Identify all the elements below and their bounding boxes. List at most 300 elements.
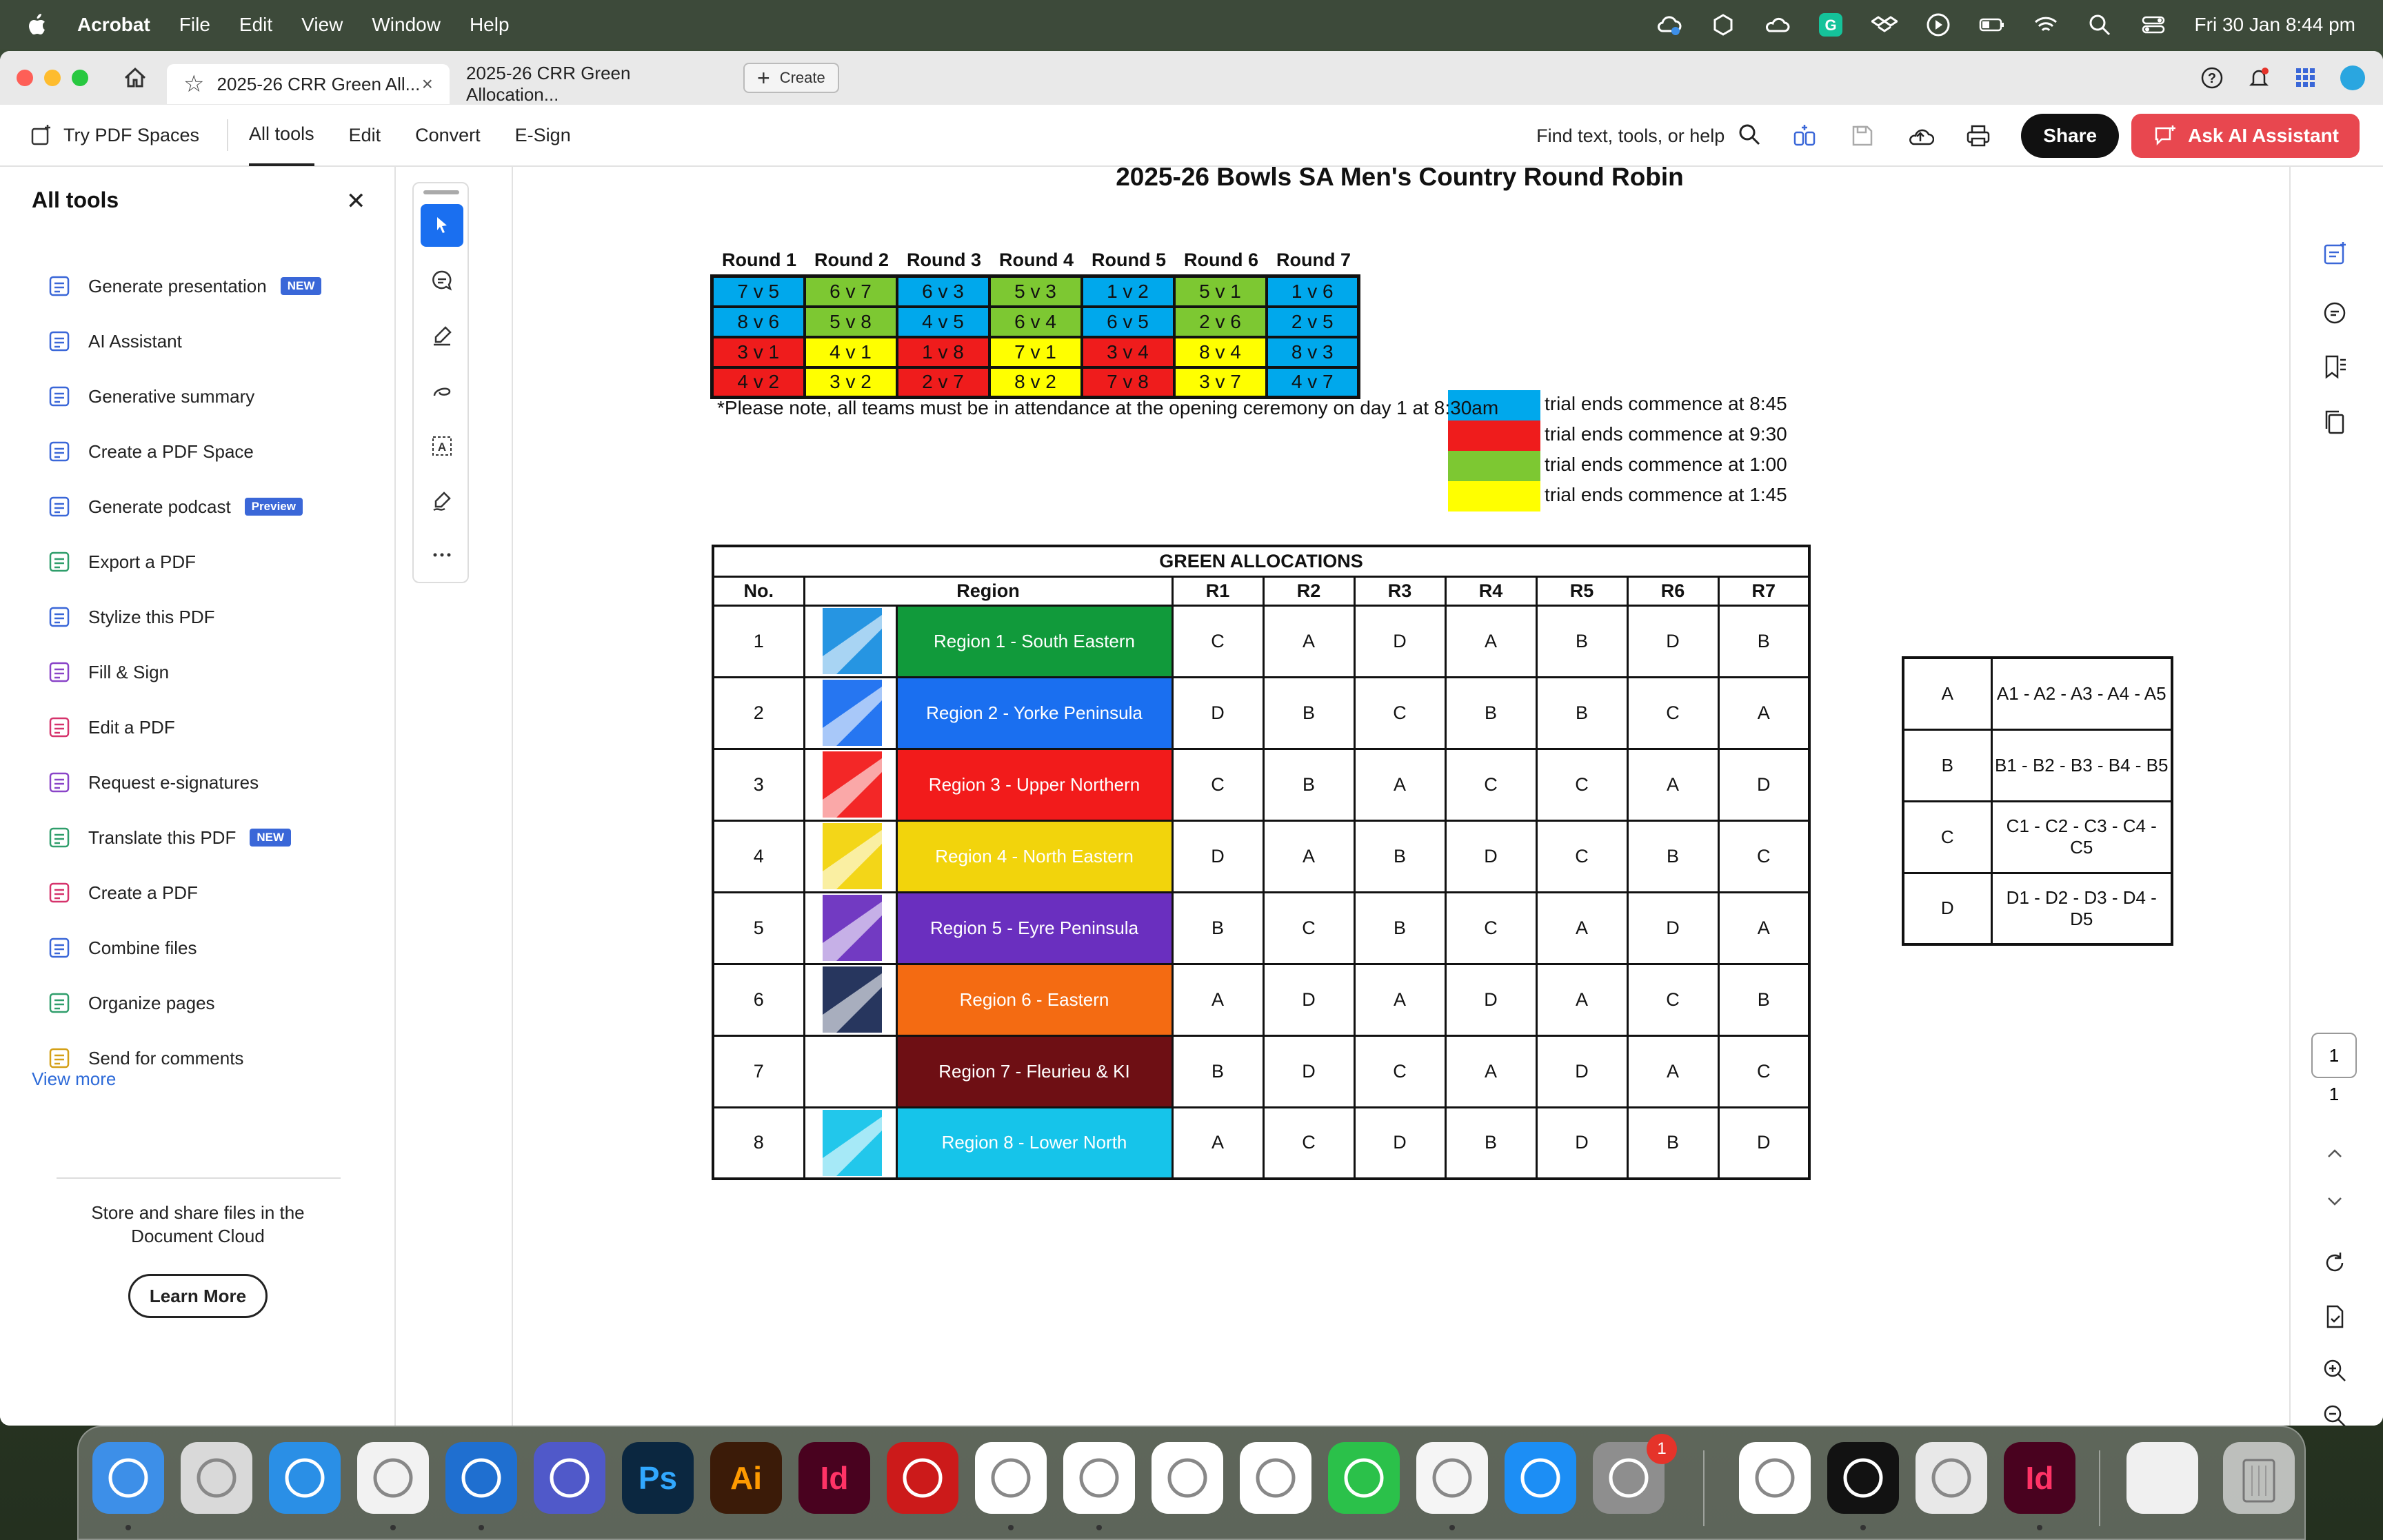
svg-text:A: A: [437, 440, 447, 454]
learn-more-button[interactable]: Learn More: [128, 1274, 268, 1318]
add-comment-icon[interactable]: [421, 259, 463, 302]
close-panel-icon[interactable]: ✕: [346, 188, 366, 214]
green-col-header: R4: [1445, 576, 1536, 605]
match-cell: 3 v 7: [1174, 367, 1267, 398]
dock: [77, 1426, 2306, 1540]
tool-item[interactable]: [46, 489, 303, 524]
green-allocation-cell: A: [1172, 1107, 1263, 1179]
green-letter: C: [1903, 801, 1991, 873]
minimize-window-button[interactable]: [44, 70, 61, 86]
tool-item[interactable]: [46, 600, 215, 634]
green-rinks-row: [1903, 729, 2172, 801]
green-rinks-row: [1903, 873, 2172, 944]
green-allocation-cell: B: [1445, 1107, 1536, 1179]
menu-bar: [0, 0, 2383, 50]
round-header: Round 7: [1276, 250, 1351, 270]
search-icon[interactable]: [1737, 122, 1762, 150]
right-rail: [2292, 167, 2383, 1426]
menu-file[interactable]: File: [179, 14, 210, 35]
green-col-header: R7: [1718, 576, 1809, 605]
green-rinks: A1 - A2 - A3 - A4 - A5: [1991, 658, 2172, 729]
notifications-bell-icon[interactable]: [2244, 63, 2274, 93]
tool-item[interactable]: [46, 434, 254, 469]
round-header: Round 4: [999, 250, 1074, 270]
match-cell: 4 v 7: [1267, 367, 1359, 398]
chrome-icon[interactable]: [357, 1442, 429, 1514]
green-allocation-cell: C: [1718, 820, 1809, 892]
green-allocation-cell: A: [1445, 1035, 1536, 1107]
round-header: Round 3: [907, 250, 981, 270]
region-name: Region 6 - Eastern: [896, 964, 1172, 1035]
match-cell: 6 v 4: [989, 307, 1082, 337]
finder-icon[interactable]: [92, 1442, 164, 1514]
green-allocation-cell: C: [1263, 1107, 1354, 1179]
green-allocation-cell: A: [1627, 749, 1718, 820]
promo-line-1: Store and share files in the: [91, 1202, 305, 1223]
tool-badge: Preview: [245, 498, 303, 516]
green-allocation-cell: A: [1718, 892, 1809, 964]
comment-icon[interactable]: [2317, 295, 2353, 331]
green-allocation-cell: D: [1263, 1035, 1354, 1107]
cloud-status-icon[interactable]: [1763, 11, 1791, 39]
creative-cloud-sync-icon[interactable]: [1656, 11, 1683, 39]
green-allocation-cell: D: [1354, 1107, 1445, 1179]
create-label: Create: [779, 69, 825, 86]
tool-item[interactable]: [46, 931, 197, 965]
tool-label: Organize pages: [88, 992, 215, 1013]
indesign-icon[interactable]: Id: [798, 1442, 870, 1514]
highlight-pen-icon[interactable]: [421, 314, 463, 357]
region-name: Region 2 - Yorke Peninsula: [896, 677, 1172, 749]
menu-app-name[interactable]: Acrobat: [77, 14, 150, 35]
green-allocation-cell: D: [1718, 749, 1809, 820]
notification-badge: 1: [1647, 1434, 1677, 1464]
tool-label: Create a PDF: [88, 882, 198, 903]
tool-icon: [46, 493, 73, 520]
match-cell: 6 v 3: [897, 276, 989, 307]
region-row: [713, 749, 1809, 820]
running-indicator: [479, 1525, 484, 1530]
tool-label: Generative summary: [88, 385, 255, 407]
green-allocation-cell: B: [1354, 820, 1445, 892]
running-indicator: [1008, 1525, 1014, 1530]
green-allocation-cell: B: [1718, 964, 1809, 1035]
region-number: 5: [713, 892, 804, 964]
tool-label: Export a PDF: [88, 551, 197, 572]
tool-item[interactable]: [46, 710, 175, 744]
dock-separator: [1703, 1450, 1705, 1526]
sign-icon[interactable]: [421, 480, 463, 523]
find-text-field[interactable]: Find text, tools, or help: [1536, 125, 1725, 146]
view-more-link[interactable]: View more: [32, 1068, 117, 1089]
green-allocation-cell: C: [1536, 749, 1627, 820]
green-allocations-table: [712, 545, 1811, 1180]
trash-icon[interactable]: [2223, 1442, 2295, 1514]
legend-swatch: [1448, 481, 1540, 511]
round-robin-schedule: [710, 274, 1360, 399]
save-icon[interactable]: [1847, 121, 1878, 151]
region-row: [713, 892, 1809, 964]
tool-icon: [46, 824, 73, 851]
match-cell: 4 v 2: [712, 367, 805, 398]
green-allocation-cell: C: [1536, 820, 1627, 892]
tool-icon: [46, 548, 73, 576]
svg-text:?: ?: [2207, 71, 2217, 86]
tool-item[interactable]: [46, 324, 182, 358]
match-cell: 2 v 5: [1267, 307, 1359, 337]
green-allocation-cell: B: [1627, 1107, 1718, 1179]
tool-label: Generate presentation: [88, 275, 267, 296]
green-col-header: R3: [1354, 576, 1445, 605]
region-row: [713, 677, 1809, 749]
green-allocation-cell: B: [1536, 677, 1627, 749]
green-allocation-cell: A: [1536, 892, 1627, 964]
tool-icon: [46, 658, 73, 686]
region-row: [713, 1035, 1809, 1107]
region-logo: [804, 892, 896, 964]
match-cell: 5 v 3: [989, 276, 1082, 307]
minimized-window-thumbnail[interactable]: [2126, 1442, 2198, 1514]
region-logo: [804, 677, 896, 749]
illustrator-icon[interactable]: Ai: [710, 1442, 782, 1514]
tool-label: Send for comments: [88, 1047, 244, 1068]
green-letter: A: [1903, 658, 1991, 729]
green-allocations-title: GREEN ALLOCATIONS: [713, 546, 1809, 576]
region-row: [713, 820, 1809, 892]
menu-help[interactable]: Help: [469, 14, 510, 35]
page-total: 1: [2329, 1084, 2340, 1104]
region-logo: [804, 749, 896, 820]
tool-item[interactable]: [46, 545, 196, 579]
tool-item[interactable]: [46, 379, 254, 414]
green-letter: D: [1903, 873, 1991, 944]
apple-menu-icon[interactable]: [26, 13, 47, 37]
facetime-icon[interactable]: [1328, 1442, 1400, 1514]
chevron-down-icon[interactable]: [2317, 1183, 2353, 1219]
running-indicator: [1096, 1525, 1102, 1530]
green-allocation-cell: D: [1354, 605, 1445, 677]
more-tools-icon[interactable]: [421, 534, 463, 576]
tab-document-2[interactable]: [450, 64, 732, 104]
tool-item[interactable]: [46, 875, 198, 910]
schedule-row: [712, 337, 1359, 367]
green-allocation-cell: C: [1445, 892, 1536, 964]
svg-text:G: G: [1824, 17, 1837, 34]
green-allocation-cell: C: [1627, 964, 1718, 1035]
word-icon[interactable]: [975, 1442, 1047, 1514]
tool-badge: NEW: [250, 829, 291, 847]
tool-icon: [46, 769, 73, 796]
home-icon[interactable]: [120, 63, 150, 93]
spotlight-search-icon[interactable]: [2086, 11, 2113, 39]
tool-icon: [46, 934, 73, 962]
control-center-icon[interactable]: [2140, 11, 2167, 39]
legend-label: trial ends commence at 8:45: [1545, 393, 1787, 414]
tool-icon: [46, 713, 73, 741]
region-logo: [804, 605, 896, 677]
tool-label: Create a PDF Space: [88, 440, 254, 462]
green-allocation-cell: A: [1263, 605, 1354, 677]
menu-view[interactable]: View: [301, 14, 343, 35]
green-col-header: R1: [1172, 576, 1263, 605]
quick-tools-bar: [412, 182, 469, 583]
tool-label: Translate this PDF: [88, 827, 237, 848]
preview-icon[interactable]: [1916, 1442, 1987, 1514]
teams-icon[interactable]: [534, 1442, 605, 1514]
play-icon[interactable]: [1924, 11, 1952, 39]
match-cell: 1 v 6: [1267, 276, 1359, 307]
region-logo: [804, 1035, 896, 1107]
running-indicator: [1449, 1525, 1455, 1530]
green-allocation-cell: A: [1445, 605, 1536, 677]
region-number: 1: [713, 605, 804, 677]
green-allocation-cell: C: [1354, 677, 1445, 749]
green-allocation-cell: B: [1172, 1035, 1263, 1107]
close-window-button[interactable]: [17, 70, 33, 86]
green-allocation-cell: D: [1172, 677, 1263, 749]
green-allocation-cell: B: [1263, 677, 1354, 749]
zoom-in-icon[interactable]: [2317, 1352, 2353, 1388]
green-rinks-row: [1903, 658, 2172, 729]
green-allocation-cell: D: [1445, 820, 1536, 892]
grammarly-icon[interactable]: [1817, 11, 1844, 39]
tool-badge: NEW: [281, 277, 322, 295]
tool-item[interactable]: [46, 765, 259, 800]
photoshop-icon[interactable]: Ps: [622, 1442, 694, 1514]
tool-item[interactable]: [46, 986, 215, 1020]
print-icon[interactable]: [1963, 121, 1993, 151]
dock-separator: [2099, 1450, 2100, 1526]
green-allocation-cell: A: [1354, 749, 1445, 820]
menu-clock[interactable]: Fri 30 Jan 8:44 pm: [2194, 14, 2355, 35]
star-icon[interactable]: ☆: [183, 71, 205, 97]
match-cell: 6 v 5: [1082, 307, 1174, 337]
menu-window[interactable]: Window: [372, 14, 441, 35]
app-store-icon[interactable]: [1505, 1442, 1576, 1514]
try-pdf-spaces-button[interactable]: [29, 123, 199, 148]
match-cell: 7 v 1: [989, 337, 1082, 367]
green-rinks: D1 - D2 - D3 - D4 - D5: [1991, 873, 2172, 944]
green-allocation-cell: B: [1718, 605, 1809, 677]
photos-icon[interactable]: [1240, 1442, 1311, 1514]
match-cell: 1 v 2: [1082, 276, 1174, 307]
match-cell: 1 v 8: [897, 337, 989, 367]
spotify-icon[interactable]: [1827, 1442, 1899, 1514]
attendance-note: *Please note, all teams must be in attendance at the opening ceremony on day 1 at 8:30am: [717, 397, 1499, 418]
tool-label: Fill & Sign: [88, 661, 170, 682]
ai-assistant-icon: [2152, 123, 2178, 149]
round-header: Round 2: [814, 250, 889, 270]
tool-label: Combine files: [88, 937, 197, 958]
wifi-icon[interactable]: [2032, 11, 2060, 39]
tool-icon: [46, 383, 73, 410]
region-row: [713, 964, 1809, 1035]
green-allocation-cell: D: [1536, 1035, 1627, 1107]
region-logo: [804, 1107, 896, 1179]
user-avatar[interactable]: [2337, 63, 2368, 93]
outlook-icon[interactable]: [445, 1442, 517, 1514]
region-number: 2: [713, 677, 804, 749]
schedule-row: [712, 367, 1359, 398]
green-allocation-cell: B: [1172, 892, 1263, 964]
schedule-row: [712, 307, 1359, 337]
region-row: [713, 1107, 1809, 1179]
green-rinks-row: [1903, 801, 2172, 873]
document-title: 2025-26 Bowls SA Men's Country Round Robin: [1116, 163, 1684, 191]
tool-label: Request e-signatures: [88, 771, 259, 793]
safari-icon[interactable]: [269, 1442, 341, 1514]
create-button[interactable]: [743, 63, 839, 93]
pdf-spaces-icon: [29, 123, 54, 148]
match-cell: 8 v 6: [712, 307, 805, 337]
legend-label: trial ends commence at 9:30: [1545, 423, 1787, 445]
region-logo: [804, 820, 896, 892]
tool-item[interactable]: [46, 655, 169, 689]
legend-swatch: [1448, 451, 1540, 481]
region-name: Region 4 - North Eastern: [896, 820, 1172, 892]
cube-icon[interactable]: [1709, 11, 1737, 39]
tool-item[interactable]: [46, 269, 321, 303]
green-allocation-cell: B: [1263, 749, 1354, 820]
tool-icon: [46, 989, 73, 1017]
green-allocation-cell: D: [1627, 605, 1718, 677]
match-cell: 3 v 2: [805, 367, 897, 398]
green-rinks: B1 - B2 - B3 - B4 - B5: [1991, 729, 2172, 801]
legend-label: trial ends commence at 1:45: [1545, 484, 1787, 505]
ai-tools-icon[interactable]: [1789, 121, 1820, 151]
upload-cloud-icon[interactable]: [1905, 121, 1935, 151]
running-indicator: [2037, 1525, 2042, 1530]
add-text-box-icon[interactable]: [421, 425, 463, 467]
tool-label: Stylize this PDF: [88, 606, 215, 627]
tab-document-1[interactable]: [167, 64, 450, 104]
drag-handle[interactable]: [423, 190, 459, 194]
excel-icon[interactable]: [1063, 1442, 1135, 1514]
zoom-out-icon[interactable]: [2317, 1398, 2353, 1426]
menu-edit[interactable]: Edit: [239, 14, 273, 35]
round-header: Round 5: [1092, 250, 1166, 270]
page-number-input[interactable]: 1: [2311, 1033, 2357, 1078]
green-allocation-cell: D: [1263, 964, 1354, 1035]
green-rinks-table: [1902, 656, 2173, 946]
tool-icon: [46, 438, 73, 465]
tool-label: Edit a PDF: [88, 716, 175, 738]
tool-icon: [46, 879, 73, 906]
tab-bar: [0, 51, 2383, 105]
select-cursor-icon[interactable]: [421, 204, 463, 247]
tool-label: Generate podcast: [88, 496, 231, 517]
dropbox-icon[interactable]: [1871, 11, 1898, 39]
match-cell: 7 v 8: [1082, 367, 1174, 398]
ask-ai-label: Ask AI Assistant: [2188, 125, 2339, 146]
match-cell: 3 v 4: [1082, 337, 1174, 367]
nav-edit[interactable]: Edit: [348, 124, 381, 145]
green-allocation-cell: B: [1354, 892, 1445, 964]
green-allocation-cell: A: [1627, 1035, 1718, 1107]
green-allocation-cell: C: [1627, 677, 1718, 749]
tool-label: AI Assistant: [88, 330, 182, 352]
match-cell: 7 v 5: [712, 276, 805, 307]
all-tools-panel: [0, 167, 396, 1426]
help-icon[interactable]: [2197, 63, 2227, 93]
battery-icon[interactable]: [1978, 11, 2006, 39]
share-button[interactable]: Share: [2021, 114, 2119, 158]
running-indicator: [1860, 1525, 1866, 1530]
document-properties-icon[interactable]: [2317, 1299, 2353, 1335]
match-cell: 5 v 8: [805, 307, 897, 337]
region-row: [713, 605, 1809, 677]
legend-label: trial ends commence at 1:00: [1545, 454, 1787, 475]
green-allocation-cell: C: [1172, 605, 1263, 677]
match-cell: 4 v 1: [805, 337, 897, 367]
match-cell: 3 v 1: [712, 337, 805, 367]
generate-presentation-icon[interactable]: [2317, 236, 2353, 272]
region-number: 6: [713, 964, 804, 1035]
green-col-header: No.: [713, 576, 804, 605]
region-name: Region 5 - Eyre Peninsula: [896, 892, 1172, 964]
green-allocation-cell: D: [1536, 1107, 1627, 1179]
tool-item[interactable]: [46, 820, 291, 855]
close-tab-icon[interactable]: ×: [421, 73, 433, 94]
green-allocation-cell: A: [1354, 964, 1445, 1035]
nav-all-tools[interactable]: All tools: [249, 104, 314, 166]
acrobat-icon[interactable]: [887, 1442, 958, 1514]
page-thumbnails-icon[interactable]: [2317, 404, 2353, 440]
match-cell: 8 v 2: [989, 367, 1082, 398]
match-cell: 5 v 1: [1174, 276, 1267, 307]
nav-convert[interactable]: Convert: [415, 124, 481, 145]
green-col-header: R6: [1627, 576, 1718, 605]
match-cell: 2 v 7: [897, 367, 989, 398]
region-number: 4: [713, 820, 804, 892]
tab-label: 2025-26 CRR Green All...: [217, 73, 421, 94]
zoom-window-button[interactable]: [72, 70, 88, 86]
green-allocation-cell: C: [1172, 749, 1263, 820]
region-number: 7: [713, 1035, 804, 1107]
notes-icon[interactable]: [1416, 1442, 1488, 1514]
green-allocation-cell: B: [1627, 820, 1718, 892]
bookmarks-icon[interactable]: [2317, 349, 2353, 385]
nav-esign[interactable]: E-Sign: [514, 124, 571, 145]
onenote-icon[interactable]: [1152, 1442, 1223, 1514]
draw-freehand-icon[interactable]: [421, 369, 463, 412]
region-number: 8: [713, 1107, 804, 1179]
green-allocation-cell: C: [1718, 1035, 1809, 1107]
launchpad-icon[interactable]: [181, 1442, 252, 1514]
tab-label: 2025-26 CRR Green Allocation...: [466, 63, 631, 105]
schedule-row: [712, 276, 1359, 307]
region-name: Region 3 - Upper Northern: [896, 749, 1172, 820]
legend-swatch: [1448, 421, 1540, 451]
document-cloud-promo: [0, 1201, 396, 1248]
match-cell: 6 v 7: [805, 276, 897, 307]
divider: [57, 1177, 341, 1179]
green-col-header: R2: [1263, 576, 1354, 605]
chevron-up-icon[interactable]: [2317, 1136, 2353, 1172]
ask-ai-assistant-button[interactable]: [2131, 114, 2360, 158]
tool-icon: [46, 1044, 73, 1072]
region-logo: [804, 964, 896, 1035]
onedrive-icon[interactable]: [1739, 1442, 1811, 1514]
match-cell: 8 v 3: [1267, 337, 1359, 367]
indesign-2-icon[interactable]: Id: [2004, 1442, 2075, 1514]
promo-line-2: Document Cloud: [131, 1226, 265, 1246]
green-allocation-cell: A: [1172, 964, 1263, 1035]
match-cell: 8 v 4: [1174, 337, 1267, 367]
apps-grid-icon[interactable]: [2291, 63, 2321, 93]
running-indicator: [125, 1525, 131, 1530]
rotate-icon[interactable]: [2317, 1245, 2353, 1281]
